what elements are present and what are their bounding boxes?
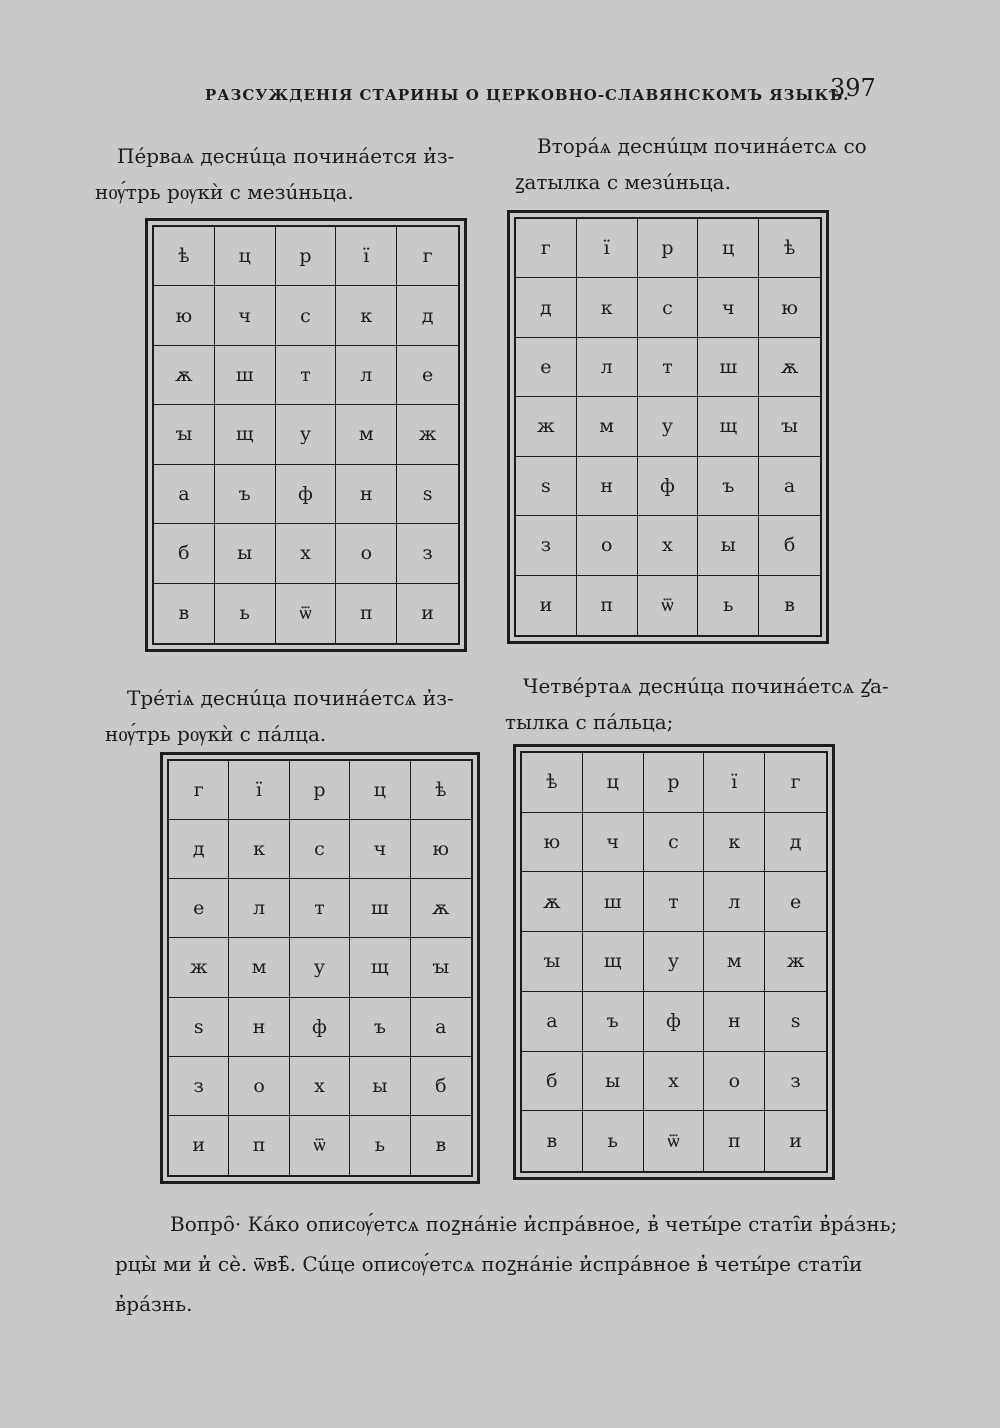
grid-cell: б	[522, 1052, 583, 1112]
grid-cell: м	[704, 932, 765, 992]
grid-cell: с	[644, 813, 705, 873]
grid-cell: у	[644, 932, 705, 992]
grid-cell: е	[765, 872, 826, 932]
caption-line: нѹ́трь рѹкѝ с мезúньца.	[95, 180, 354, 204]
grid-cell: ъ	[215, 465, 276, 524]
grid-cell: е	[169, 879, 229, 938]
grid-cell: ф	[290, 998, 350, 1057]
grid-cell: и	[169, 1116, 229, 1175]
grid-cell: ѣ	[759, 219, 820, 278]
grid-cell: ѕ	[397, 465, 458, 524]
grid-cell: ш	[215, 346, 276, 405]
grid-cell: ѕ	[765, 992, 826, 1052]
grid-cell: д	[397, 286, 458, 345]
grid-cell: т	[644, 872, 705, 932]
grid-cell: п	[336, 584, 397, 643]
grid-cell: ѫ	[522, 872, 583, 932]
grid-cell: з	[765, 1052, 826, 1112]
grid-cell: в	[784, 594, 795, 617]
grid-cell: т	[290, 879, 350, 938]
question-line: Вопро̑· Кáко описѹ́етсѧ поꙁнáніе и̓спрáвное, в̓ четы́ре статі̑и в̓рáзнь;	[170, 1212, 898, 1236]
caption-third	[105, 680, 485, 752]
grid-cell: л	[229, 879, 289, 938]
grid-cell: ѿ	[638, 576, 699, 635]
grid-cell: а	[759, 457, 820, 516]
grid-cell: ы	[215, 524, 276, 583]
letter-grid-first	[145, 218, 467, 652]
grid-cell: л	[577, 338, 638, 397]
grid-cell: п	[577, 576, 638, 635]
grid-cell: ж	[765, 932, 826, 992]
grid-cell: ц	[350, 761, 410, 820]
grid-cell: ѣ	[154, 227, 215, 286]
grid-cell: н	[704, 992, 765, 1052]
grid-cell: с	[276, 286, 337, 345]
grid-cell: к	[704, 813, 765, 873]
grid-cell: н	[577, 457, 638, 516]
grid-cell: а	[411, 998, 471, 1057]
grid-cell: т	[638, 338, 699, 397]
grid-cell: е	[516, 338, 577, 397]
grid-cell: ю	[759, 278, 820, 337]
caption-first	[95, 138, 475, 210]
caption-line: тылка с пáльца;	[505, 710, 674, 734]
grid-body	[167, 759, 473, 1177]
grid-cell: ѿ	[276, 584, 337, 643]
grid-cell: х	[644, 1052, 705, 1112]
grid-cell: ь	[698, 576, 759, 635]
caption-line: нѹ́трь рѹкѝ с пáлца.	[105, 722, 327, 746]
page-number: 397	[830, 74, 876, 102]
grid-cell: п	[704, 1111, 765, 1171]
grid-cell: м	[336, 405, 397, 464]
grid-cell: г	[397, 227, 458, 286]
grid-cell: ъ	[698, 457, 759, 516]
grid-cell: ѿ	[644, 1111, 705, 1171]
grid-cell: ю	[154, 286, 215, 345]
grid-cell: б	[154, 524, 215, 583]
letter-grid-second	[507, 210, 829, 644]
grid-cell: ж	[397, 405, 458, 464]
grid-cell: х	[276, 524, 337, 583]
question-line: рцы̀ ми и̓ сѐ. ѿвѣ̑. Сúце описѹ́етсѧ поꙁнáніе и̓спрáвное в̓ четы́ре статі̑и	[115, 1252, 863, 1276]
grid-cell: к	[229, 820, 289, 879]
grid-cell: ю	[522, 813, 583, 873]
grid-cell: ꙑ	[759, 397, 820, 456]
grid-cell: и	[789, 1130, 802, 1153]
grid-cell: л	[336, 346, 397, 405]
grid-cell: г	[765, 753, 826, 813]
grid-cell: б	[411, 1057, 471, 1116]
grid-cell: в	[154, 584, 215, 643]
grid-cell: з	[516, 516, 577, 575]
grid-cell: ы	[350, 1057, 410, 1116]
question-line: в̓рáзнь.	[115, 1292, 193, 1316]
grid-cell: ы	[698, 516, 759, 575]
grid-body	[514, 217, 822, 637]
grid-cell: е	[397, 346, 458, 405]
grid-cell: х	[290, 1057, 350, 1116]
grid-cell: ѫ	[759, 338, 820, 397]
grid-cell: ѣ	[522, 753, 583, 813]
grid-cell: с	[290, 820, 350, 879]
grid-cell: н	[336, 465, 397, 524]
grid-cell: м	[577, 397, 638, 456]
grid-cell: ꙑ	[411, 938, 471, 997]
grid-cell: ї	[229, 761, 289, 820]
grid-cell: и	[421, 602, 434, 625]
grid-cell: ж	[169, 938, 229, 997]
grid-cell: в	[522, 1111, 583, 1171]
grid-cell: ф	[638, 457, 699, 516]
grid-cell: ч	[350, 820, 410, 879]
grid-cell: з	[397, 524, 458, 583]
grid-cell: у	[276, 405, 337, 464]
grid-cell: г	[169, 761, 229, 820]
grid-cell: о	[577, 516, 638, 575]
grid-cell: ѕ	[169, 998, 229, 1057]
grid-cell: с	[638, 278, 699, 337]
grid-body	[520, 751, 828, 1173]
grid-cell: ь	[215, 584, 276, 643]
caption-line: Четвéртаѧ деснúца починáетсѧ ꙁ̓а-	[523, 674, 889, 698]
grid-cell: ѕ	[516, 457, 577, 516]
grid-cell: д	[169, 820, 229, 879]
grid-cell: ж	[516, 397, 577, 456]
grid-cell: в	[435, 1134, 447, 1157]
grid-cell: ꙑ	[154, 405, 215, 464]
grid-cell: ѫ	[154, 346, 215, 405]
grid-cell: р	[644, 753, 705, 813]
caption-second	[515, 128, 915, 200]
grid-cell: ш	[698, 338, 759, 397]
grid-cell: д	[516, 278, 577, 337]
grid-cell: ї	[336, 227, 397, 286]
grid-cell: н	[229, 998, 289, 1057]
grid-cell: ї	[577, 219, 638, 278]
grid-cell: п	[229, 1116, 289, 1175]
grid-cell: о	[704, 1052, 765, 1112]
grid-cell: д	[765, 813, 826, 873]
letter-grid-third	[160, 752, 480, 1184]
grid-cell: а	[154, 465, 215, 524]
grid-cell: р	[290, 761, 350, 820]
grid-cell: у	[638, 397, 699, 456]
grid-cell: ц	[215, 227, 276, 286]
caption-line: Вторáѧ деснúцм починáетсѧ со	[537, 134, 867, 158]
grid-cell: р	[638, 219, 699, 278]
grid-cell: ь	[350, 1116, 410, 1175]
grid-cell: б	[759, 516, 820, 575]
grid-cell: ѿ	[290, 1116, 350, 1175]
grid-cell: ф	[276, 465, 337, 524]
grid-cell: ѣ	[411, 761, 471, 820]
grid-cell: ъ	[350, 998, 410, 1057]
grid-cell: р	[276, 227, 337, 286]
grid-cell: у	[290, 938, 350, 997]
question-paragraph	[115, 1204, 915, 1324]
grid-cell: ь	[583, 1111, 644, 1171]
grid-cell: ч	[698, 278, 759, 337]
grid-cell: ч	[215, 286, 276, 345]
grid-cell: ї	[704, 753, 765, 813]
running-title: РАЗСУЖДЕНІЯ СТАРИНЫ О ЦЕРКОВНО-СЛАВЯНСКОМЪ ЯЗЫКѢ.	[205, 86, 850, 104]
grid-cell: ы	[583, 1052, 644, 1112]
grid-cell: щ	[350, 938, 410, 997]
grid-cell: о	[336, 524, 397, 583]
letter-grid-fourth	[513, 744, 835, 1180]
caption-fourth	[505, 668, 925, 740]
caption-line: ꙁатылка с мезúньца.	[515, 170, 731, 194]
grid-cell: ц	[698, 219, 759, 278]
grid-cell: м	[229, 938, 289, 997]
grid-cell: х	[638, 516, 699, 575]
grid-cell: ꙑ	[522, 932, 583, 992]
grid-cell: щ	[583, 932, 644, 992]
grid-cell: к	[336, 286, 397, 345]
grid-cell: к	[577, 278, 638, 337]
grid-cell: ѫ	[411, 879, 471, 938]
grid-body	[152, 225, 460, 645]
grid-cell: о	[229, 1057, 289, 1116]
grid-cell: л	[704, 872, 765, 932]
grid-cell: ш	[350, 879, 410, 938]
grid-cell: ц	[583, 753, 644, 813]
grid-cell: ю	[411, 820, 471, 879]
grid-cell: ъ	[583, 992, 644, 1052]
grid-cell: ф	[644, 992, 705, 1052]
grid-cell: щ	[215, 405, 276, 464]
grid-cell: а	[522, 992, 583, 1052]
grid-cell: щ	[698, 397, 759, 456]
caption-line: Трéтіѧ деснúца починáетсѧ и̓з-	[127, 686, 454, 710]
caption-line: Пéрваѧ деснúца починáется и̓з-	[117, 144, 455, 168]
grid-cell: г	[516, 219, 577, 278]
grid-cell: т	[276, 346, 337, 405]
grid-cell: ш	[583, 872, 644, 932]
grid-cell: з	[169, 1057, 229, 1116]
grid-cell: и	[516, 576, 577, 635]
grid-cell: ч	[583, 813, 644, 873]
